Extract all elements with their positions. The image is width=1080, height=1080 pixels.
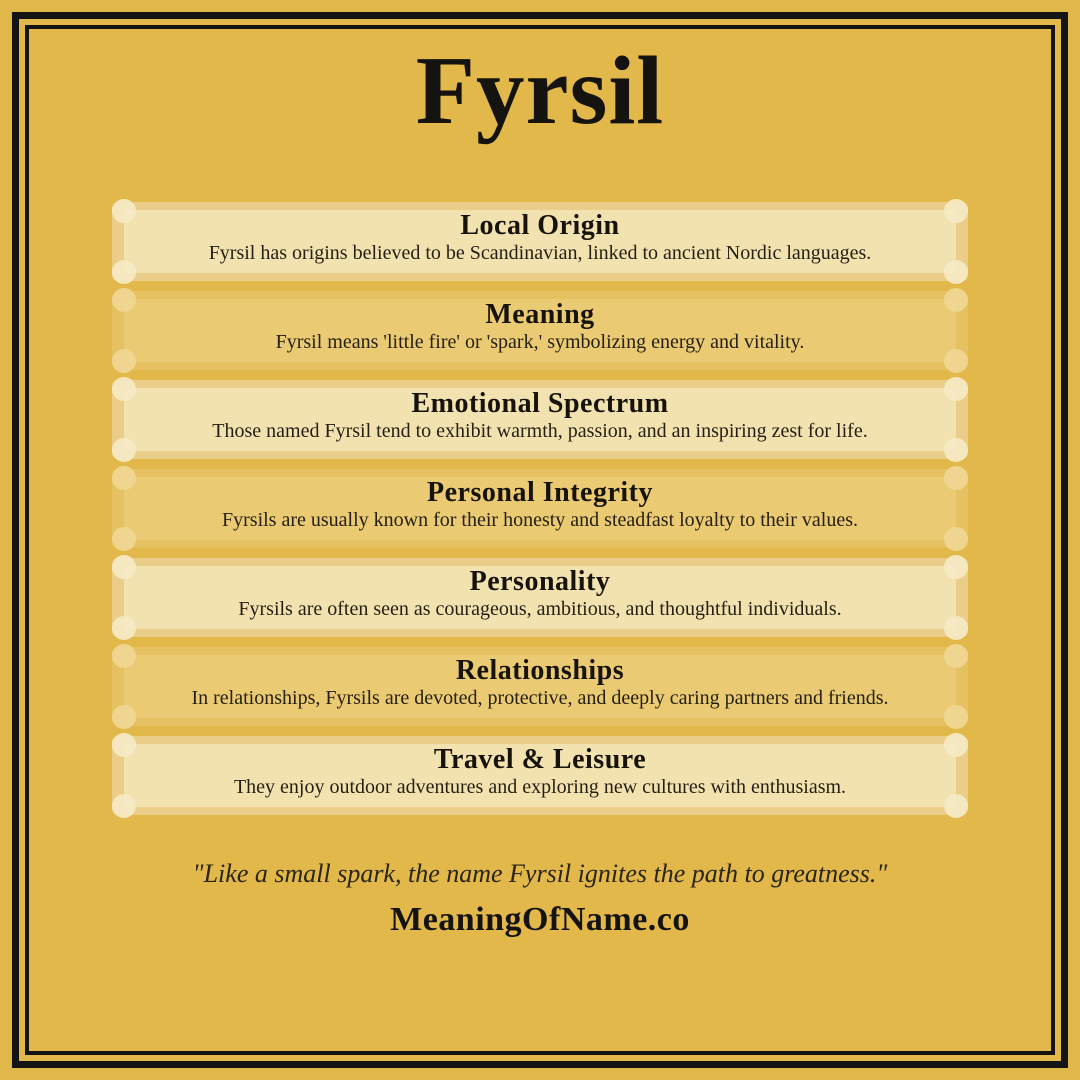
card-body: Fyrsil means 'little fire' or 'spark,' symbolizing energy and vitality. <box>275 331 805 354</box>
corner-rivet <box>112 288 136 312</box>
card-meaning <box>112 291 968 370</box>
corner-rivet <box>944 260 968 284</box>
corner-rivet <box>944 733 968 757</box>
card-title: Meaning <box>485 298 595 330</box>
corner-rivet <box>944 438 968 462</box>
page-title: Fyrsil <box>415 37 665 144</box>
card-relationships <box>112 647 968 726</box>
card-inner-panel <box>124 744 956 807</box>
card-title: Travel & Leisure <box>433 743 647 775</box>
card-title: Emotional Spectrum <box>411 387 669 419</box>
card-title: Personality <box>469 565 611 597</box>
card-body: Fyrsils are often seen as courageous, ambitious, and thoughtful individuals. <box>238 598 842 621</box>
card-body: Fyrsil has origins believed to be Scandinavian, linked to ancient Nordic languages. <box>208 242 872 265</box>
card-title: Local Origin <box>460 209 620 241</box>
site-name: MeaningOfName.co <box>390 900 690 938</box>
card-inner-panel <box>124 388 956 451</box>
corner-rivet <box>944 644 968 668</box>
corner-rivet <box>944 616 968 640</box>
corner-rivet <box>944 377 968 401</box>
card-body: They enjoy outdoor adventures and exploring new cultures with enthusiasm. <box>233 776 847 799</box>
corner-rivet <box>944 794 968 818</box>
card-body: Fyrsils are usually known for their honesty and steadfast loyalty to their values. <box>222 509 858 532</box>
corner-rivet <box>112 199 136 223</box>
card-body: Those named Fyrsil tend to exhibit warmth, passion, and an inspiring zest for life. <box>212 420 868 443</box>
corner-rivet <box>944 527 968 551</box>
card-emotional-spectrum <box>112 380 968 459</box>
card-personality <box>112 558 968 637</box>
card-inner-panel <box>124 210 956 273</box>
corner-rivet <box>112 377 136 401</box>
corner-rivet <box>112 438 136 462</box>
card-body: In relationships, Fyrsils are devoted, protective, and deeply caring partners and friends. <box>191 687 889 710</box>
corner-rivet <box>112 616 136 640</box>
card-local-origin <box>112 202 968 281</box>
corner-rivet <box>112 466 136 490</box>
corner-rivet <box>112 349 136 373</box>
corner-rivet <box>944 288 968 312</box>
card-inner-panel <box>124 655 956 718</box>
corner-rivet <box>112 260 136 284</box>
corner-rivet <box>944 555 968 579</box>
corner-rivet <box>944 349 968 373</box>
corner-rivet <box>944 705 968 729</box>
card-travel-leisure <box>112 736 968 815</box>
content-area <box>29 29 1051 1051</box>
card-title: Relationships <box>455 654 625 686</box>
tagline-quote: "Like a small spark, the name Fyrsil ignites the path to greatness." <box>192 858 888 888</box>
card-title: Personal Integrity <box>427 476 653 508</box>
card-inner-panel <box>124 566 956 629</box>
card-inner-panel <box>124 477 956 540</box>
corner-rivet <box>112 733 136 757</box>
corner-rivet <box>944 466 968 490</box>
corner-rivet <box>112 794 136 818</box>
corner-rivet <box>112 644 136 668</box>
corner-rivet <box>112 527 136 551</box>
card-personal-integrity <box>112 469 968 548</box>
corner-rivet <box>944 199 968 223</box>
corner-rivet <box>112 705 136 729</box>
card-inner-panel <box>124 299 956 362</box>
info-card-list <box>112 202 968 815</box>
corner-rivet <box>112 555 136 579</box>
